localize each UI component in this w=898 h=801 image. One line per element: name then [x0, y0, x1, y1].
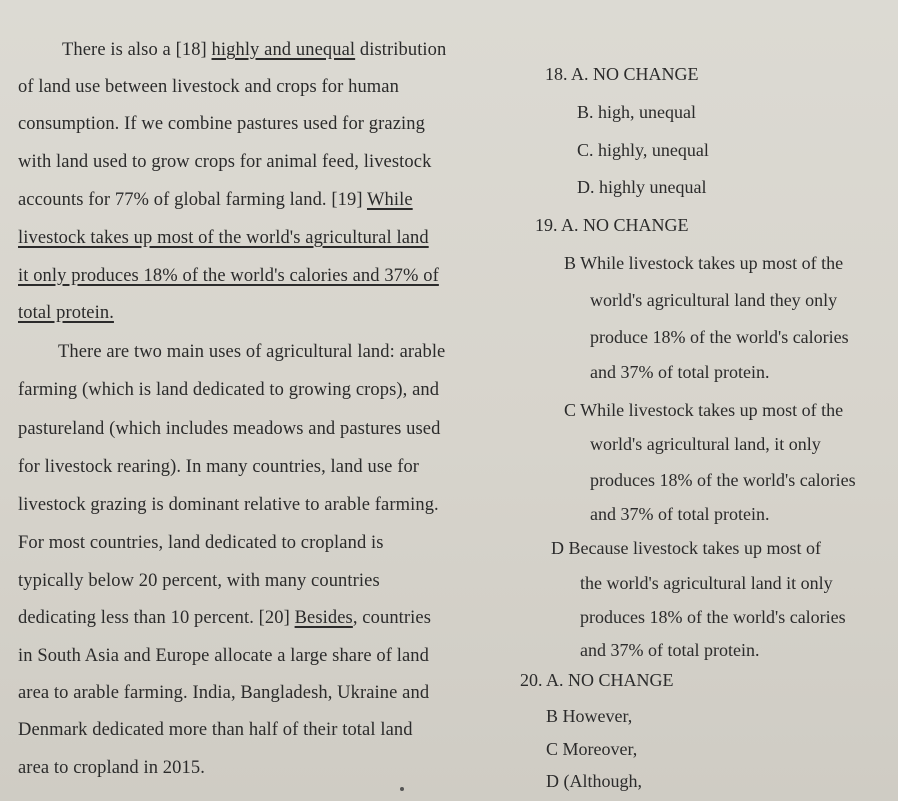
- passage-line: dedicating less than 10 percent. [20] Besides, countries: [18, 608, 432, 628]
- question-18-option-c: C. highly, unequal: [577, 140, 709, 160]
- question-18-option-a: 18. A. NO CHANGE: [545, 64, 699, 84]
- passage-line: area to arable farming. India, Bangladesh, Ukraine and: [18, 683, 430, 703]
- passage-line: in South Asia and Europe allocate a large share of land: [18, 646, 429, 666]
- passage-line: typically below 20 percent, with many countries: [18, 571, 380, 591]
- question-19-option-a: 19. A. NO CHANGE: [535, 215, 689, 235]
- passage-line: There is also a [18] highly and unequal distribution: [62, 40, 447, 60]
- passage-line: livestock grazing is dominant relative to arable farming.: [18, 495, 439, 515]
- question-20-option-a: 20. A. NO CHANGE: [520, 670, 674, 690]
- passage-line: accounts for 77% of global farming land. [19] While: [18, 190, 413, 210]
- question-19-option-c: and 37% of total protein.: [590, 504, 770, 524]
- question-18-option-d: D. highly unequal: [577, 177, 707, 197]
- passage-line: There are two main uses of agricultural land: arable: [58, 342, 446, 362]
- passage-line: consumption. If we combine pastures used for grazing: [18, 114, 425, 134]
- passage-line: pastureland (which includes meadows and pastures used: [18, 419, 441, 439]
- passage-line: For most countries, land dedicated to cropland is: [18, 533, 384, 553]
- passage-line: area to cropland in 2015.: [18, 758, 205, 778]
- passage-line: for livestock rearing). In many countries, land use for: [18, 457, 420, 477]
- underlined-phrase-20: Besides: [294, 608, 353, 628]
- underlined-phrase-19: While: [366, 190, 413, 210]
- question-19-option-c: produces 18% of the world's calories: [590, 470, 856, 490]
- question-19-option-c: C While livestock takes up most of the: [564, 400, 844, 420]
- passage-line: Denmark dedicated more than half of their total land: [18, 720, 413, 740]
- question-19-option-b: produce 18% of the world's calories: [590, 327, 849, 347]
- passage-line: of land use between livestock and crops for human: [18, 77, 399, 97]
- ink-dot: [400, 787, 404, 791]
- question-19-option-b: world's agricultural land they only: [590, 290, 838, 310]
- question-19-option-d: produces 18% of the world's calories: [580, 607, 846, 627]
- underlined-phrase-19: it only produces 18% of the world's calories and 37% of: [18, 266, 439, 286]
- question-19-option-d: and 37% of total protein.: [580, 640, 760, 660]
- underlined-phrase-18: highly and unequal: [211, 40, 356, 60]
- question-20-option-b: B However,: [546, 706, 633, 726]
- passage-line: [18, 265, 439, 287]
- passage-line: [18, 227, 429, 249]
- passage-line: with land used to grow crops for animal feed, livestock: [18, 152, 432, 172]
- question-19-option-b: and 37% of total protein.: [590, 362, 770, 382]
- question-18-option-b: B. high, unequal: [577, 102, 696, 122]
- question-20-option-c: C Moreover,: [546, 739, 638, 759]
- question-19-option-d: the world's agricultural land it only: [580, 573, 833, 593]
- passage-line: farming (which is land dedicated to growing crops), and: [18, 380, 440, 400]
- question-19-option-d: D Because livestock takes up most of: [551, 538, 821, 558]
- question-20-option-d: D (Although,: [546, 771, 642, 791]
- passage-line: [18, 302, 114, 324]
- underlined-phrase-19: total protein.: [18, 303, 114, 323]
- underlined-phrase-19: livestock takes up most of the world's agricultural land: [18, 228, 429, 248]
- question-19-option-b: B While livestock takes up most of the: [564, 253, 844, 273]
- question-19-option-c: world's agricultural land, it only: [590, 434, 821, 454]
